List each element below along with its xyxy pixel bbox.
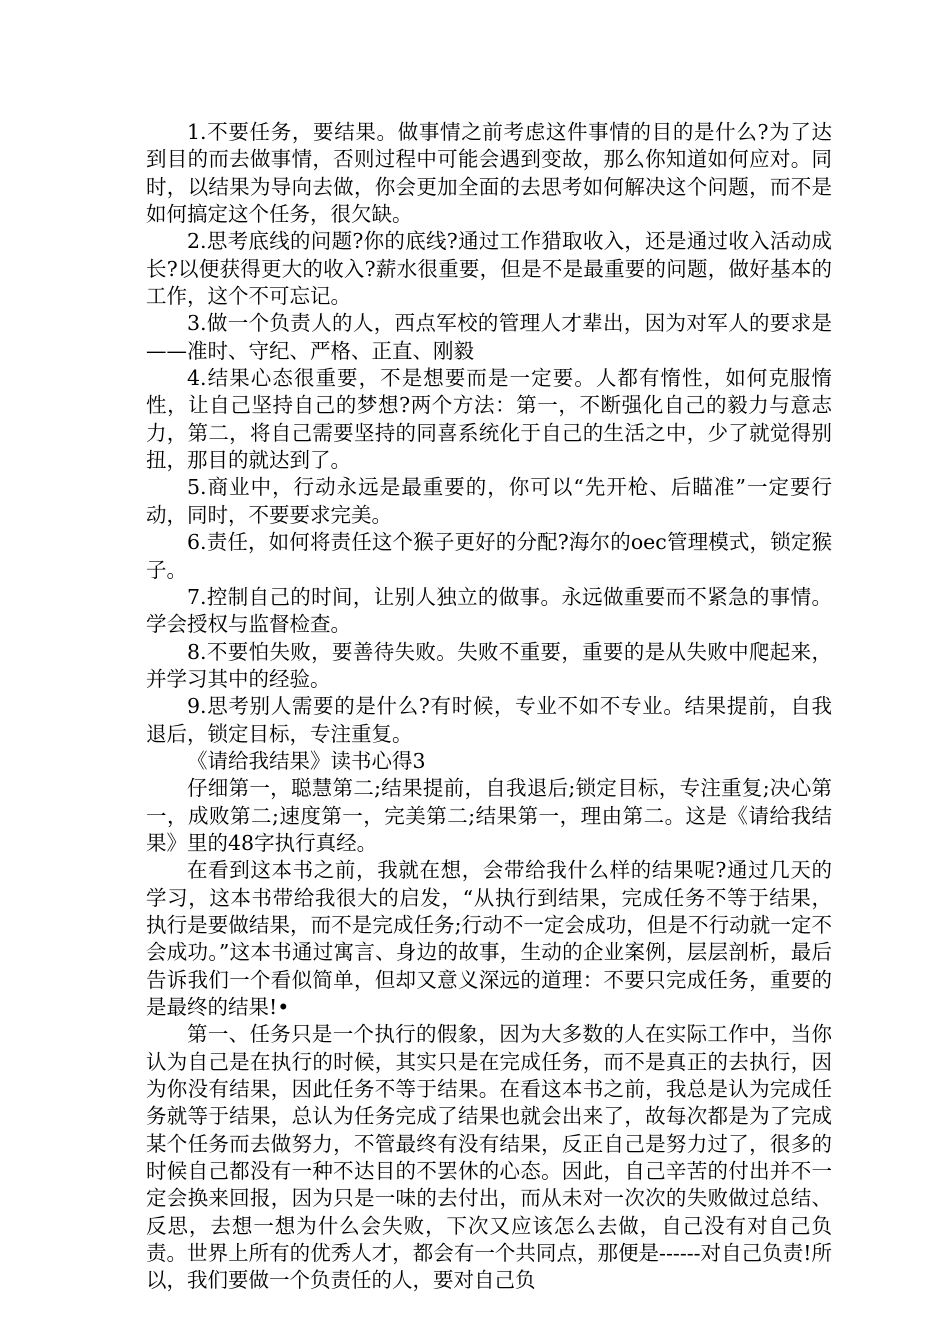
paragraph-tip-5: 5.商业中，行动永远是最重要的，你可以“先开枪、后瞄准”一定要行动，同时，不要要求完美。 (146, 475, 832, 527)
paragraph-tip-7: 7.控制自己的时间，让别人独立的做事。永远做重要而不紧急的事情。学会授权与监督检查。 (146, 584, 832, 637)
paragraph-tip-1: 1.不要任务，要结果。做事情之前考虑这件事情的目的是什么?为了达到目的而去做事情，否则过程中可能会遇到变故，那么你知道如何应对。同时，以结果为导向去做，你会更加全面的去思考如何解决这个问题，而不是如何搞定这个任务，很欠缺。 (146, 120, 832, 227)
paragraph-point-1: 第一、任务只是一个执行的假象，因为大多数的人在实际工作中，当你认为自己是在执行的时候，其实只是在完成任务，而不是真正的去执行，因为你没有结果，因此任务不等于结果。在看这本书之前，我总是认为完成任务就等于结果，总认为任务完成了结果也就会出来了，故每次都是为了完成某个任务而去做努力，不管最终有没有结果，反正自己是努力过了，很多的时候自己都没有一种不达目的不罢休的心态。因此，自己辛苦的付出并不一定会换来回报，因为只是一味的去付出，而从未对一次次的失败做过总结、反思，去想一想为什么会失败，下次又应该怎么去做，自己没有对自己负责。世界上所有的优秀人才，都会有一个共同点，那便是------对自己负责!所以，我们要做一个负责任的人，要对自己负 (146, 1022, 832, 1293)
paragraph-tip-9: 9.思考别人需要的是什么?有时候，专业不如不专业。结果提前，自我退后，锁定目标，专注重复。 (146, 694, 832, 746)
paragraph-tip-4: 4.结果心态很重要，不是想要而是一定要。人都有惰性，如何克服惰性，让自己坚持自己的梦想?两个方法：第一，不断强化自己的毅力与意志力，第二，将自己需要坚持的同喜系统化于自己的生活之中，少了就觉得别扭，那目的就达到了。 (146, 366, 832, 473)
paragraph-tip-6: 6.责任，如何将责任这个猴子更好的分配?海尔的oec管理模式，锁定猴子。 (146, 530, 832, 582)
paragraph-tip-8: 8.不要怕失败，要善待失败。失败不重要，重要的是从失败中爬起来，并学习其中的经验。 (146, 639, 832, 691)
paragraph-motto: 仔细第一，聪慧第二;结果提前，自我退后;锁定目标，专注重复;决心第一，成败第二;速度第一，完美第二;结果第一，理由第二。这是《请给我结果》里的48字执行真经。 (146, 776, 832, 855)
section-heading: 《请给我结果》读书心得3 (187, 748, 426, 773)
paragraph-tip-2: 2.思考底线的问题?你的底线?通过工作猎取收入，还是通过收入活动成长?以便获得更大的收入?薪水很重要，但是不是最重要的问题，做好基本的工作，这个不可忘记。 (146, 229, 832, 309)
paragraph-tip-3: 3.做一个负责人的人，西点军校的管理人才辈出，因为对军人的要求是——准时、守纪、严格、正直、刚毅 (146, 311, 832, 363)
paragraph-intro: 在看到这本书之前，我就在想，会带给我什么样的结果呢?通过几天的学习，这本书带给我很大的启发，“从执行到结果，完成任务不等于结果，执行是要做结果，而不是完成任务;行动不一定会成功，但是不行动就一定不会成功。”这本书通过寓言、身边的故事，生动的企业案例，层层剖析，最后告诉我们一个看似简单，但却又意义深远的道理：不要只完成任务，重要的是最终的结果!• (146, 858, 832, 1019)
document-page (146, 119, 832, 1295)
